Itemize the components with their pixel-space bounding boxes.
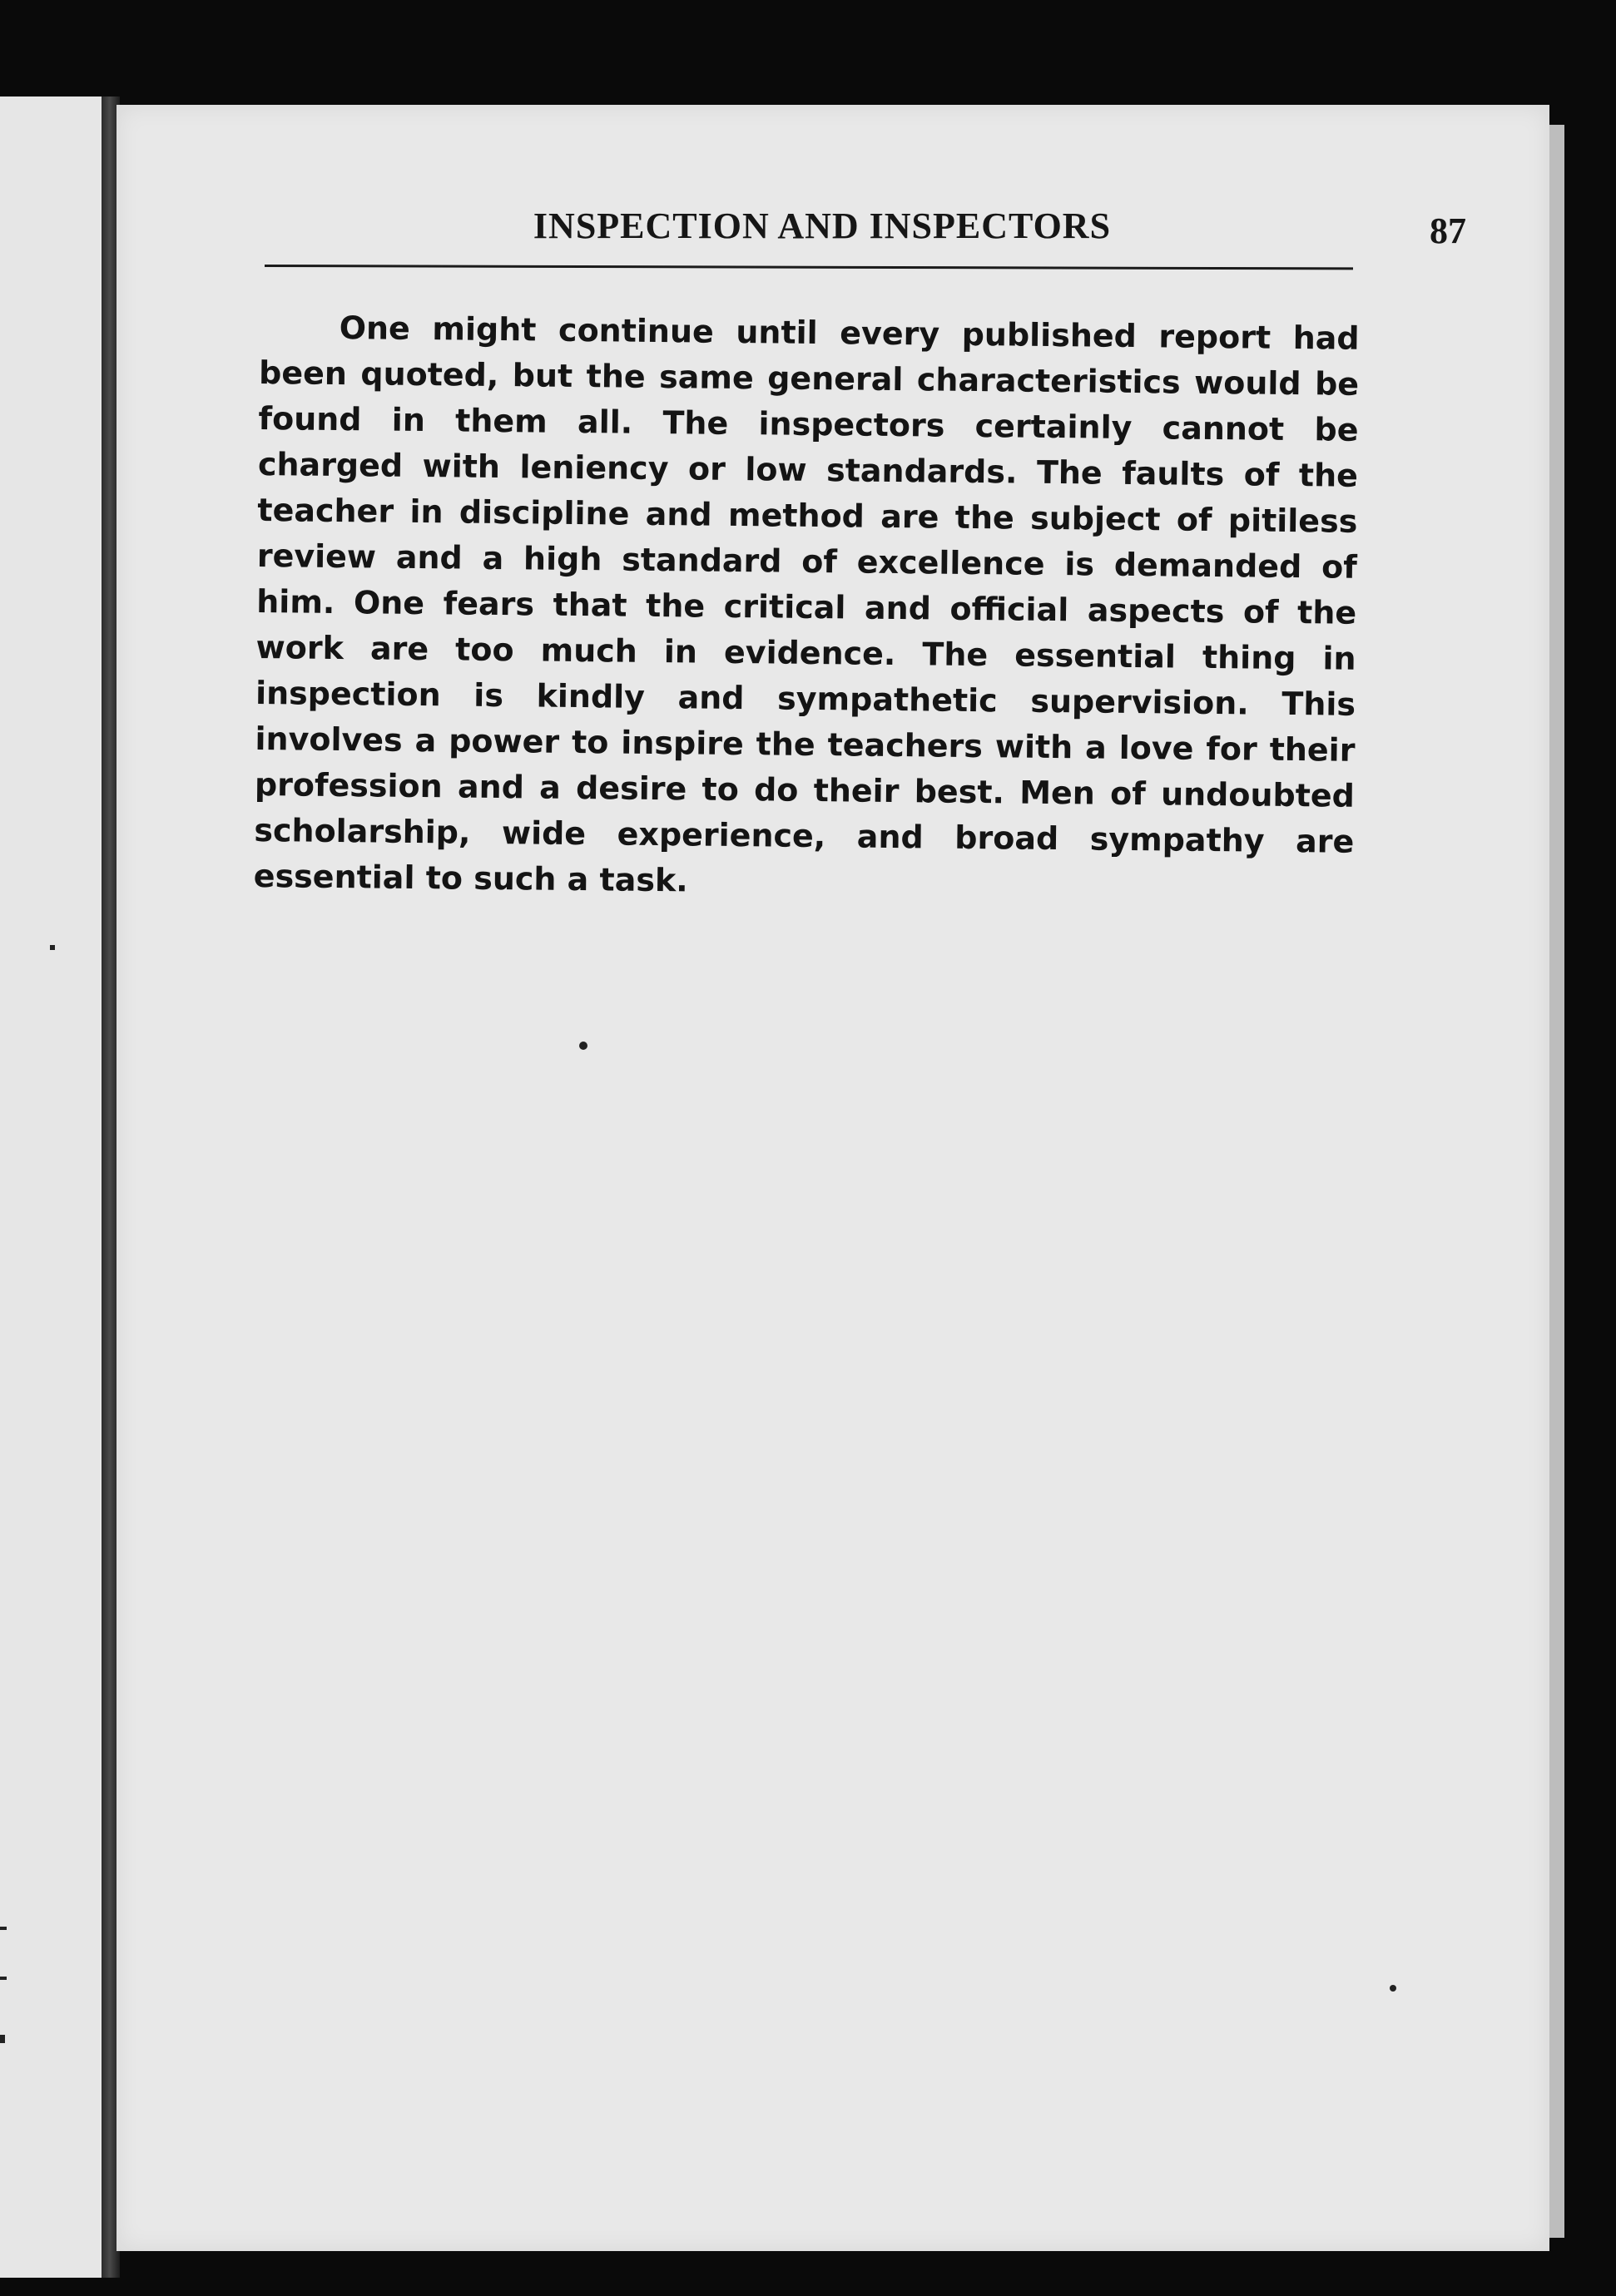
ink-speck <box>1390 1985 1396 1992</box>
facing-page-edge <box>0 96 102 2278</box>
book-page <box>116 105 1549 2251</box>
header-rule <box>265 265 1353 270</box>
facing-page-mark <box>50 945 55 950</box>
page-edge-shadow <box>1549 125 1564 2238</box>
facing-page-mark <box>0 1927 7 1930</box>
facing-page-mark <box>0 1977 7 1980</box>
running-head-title: INSPECTION AND INSPECTORS <box>533 205 1112 246</box>
ink-speck <box>579 1042 587 1050</box>
facing-page-mark <box>0 2035 5 2043</box>
body-paragraph: One might continue until every published report had been quoted, but the same general characteristics would be found in them all. The inspectors certainly cannot be charged with leniency or low standards. The faults of the teacher in discipline and method are the subject of pitiless review and a high standard of excellence is demanded of him. One fears that the critical and official aspects of the work are too much in evidence. The essential thing in inspection is kindly and sympathetic supervision. This involves a power to inspire the teachers with a love for their profession and a desire to do their best. Men of undoubted scholarship, wide experience, and broad sympathy are essential to such a task. <box>253 309 1360 899</box>
running-head <box>265 205 1466 255</box>
page-number: 87 <box>1430 210 1466 251</box>
